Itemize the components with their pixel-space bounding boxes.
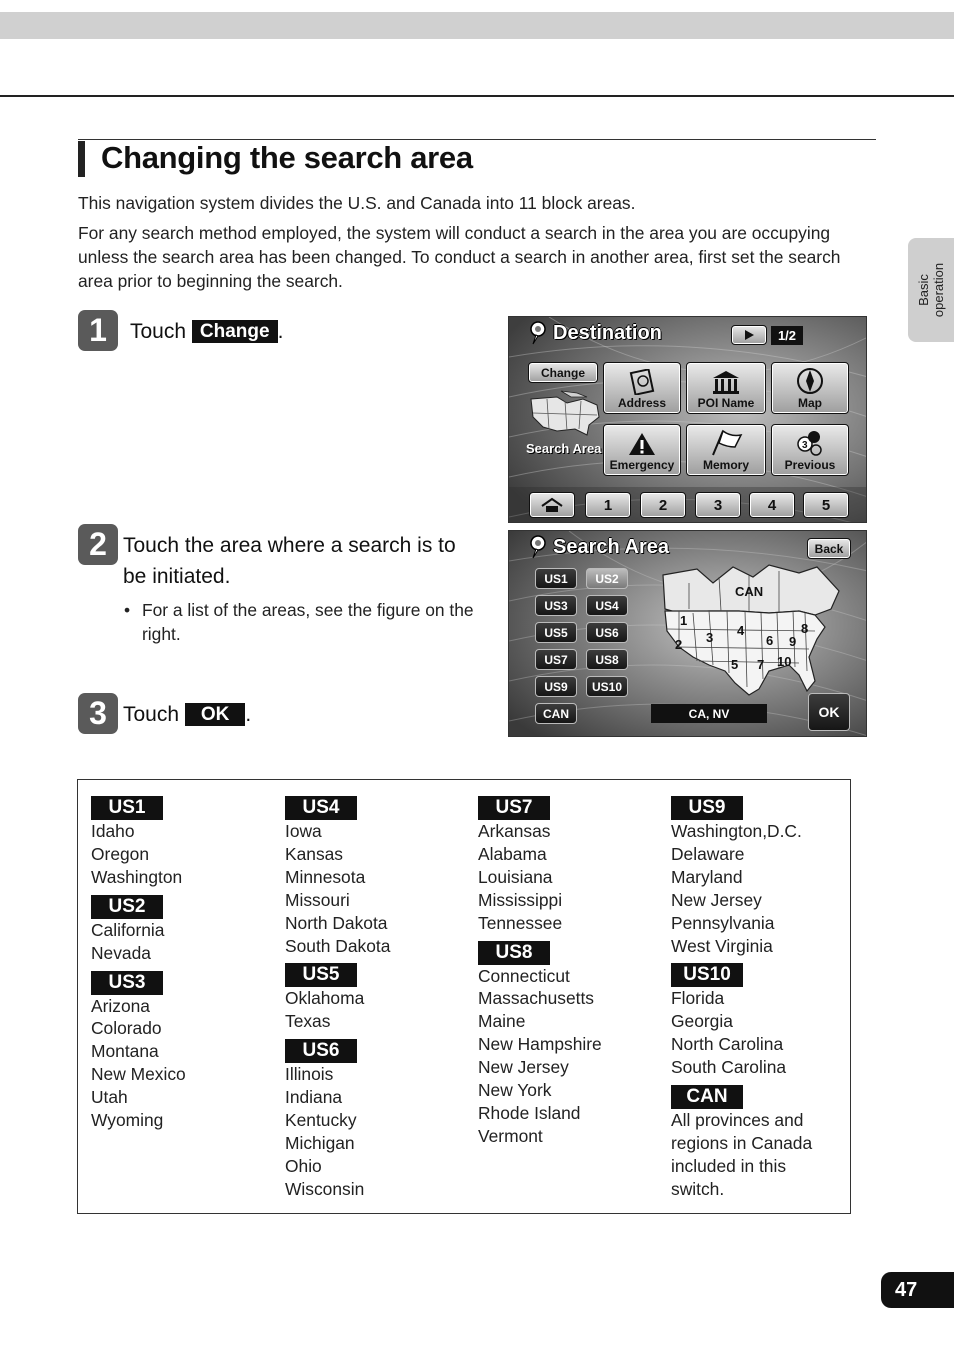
- play-icon: [743, 329, 755, 341]
- map-label-5: 5: [731, 657, 739, 672]
- section-tab-line1: Basic: [916, 274, 931, 306]
- page-number: 47: [881, 1272, 954, 1308]
- state-item: Rhode Island: [478, 1102, 581, 1123]
- state-item: Massachusetts: [478, 988, 594, 1009]
- section-tab: [908, 238, 954, 342]
- state-item: Maryland: [671, 866, 743, 887]
- state-item: Kentucky: [285, 1110, 357, 1131]
- previous-destinations-icon: [794, 429, 826, 457]
- area-button-us3[interactable]: US3: [535, 595, 577, 616]
- next-page-button[interactable]: [731, 325, 767, 345]
- state-item: Kansas: [285, 843, 344, 864]
- memory-label: Memory: [702, 458, 749, 472]
- map-label-2: 2: [675, 637, 683, 652]
- page-indicator: 1/2: [771, 326, 803, 345]
- destination-title-text: Destination: [553, 321, 662, 344]
- state-item: Wisconsin: [285, 1178, 365, 1199]
- area-code-us4: US4: [285, 796, 357, 820]
- state-item: South Carolina: [671, 1057, 787, 1078]
- state-item: Pennsylvania: [671, 912, 775, 933]
- current-region: CA, NV: [651, 704, 767, 723]
- state-item: North Carolina: [671, 1034, 784, 1055]
- map-label-3: 3: [706, 630, 714, 645]
- poi-name-button[interactable]: [686, 362, 766, 414]
- destination-screen: [508, 316, 867, 523]
- map-label-can: CAN: [735, 584, 764, 599]
- flag-icon: [709, 429, 743, 457]
- state-item: Idaho: [91, 821, 135, 841]
- home-icon: [540, 497, 564, 513]
- memory-button[interactable]: [686, 424, 766, 476]
- map-label-4: 4: [737, 623, 745, 638]
- intro-paragraph-2: For any search method employed, the system will conduct a search in the area you are occupying unless the search area has been changed. To conduct a search in another area, first set the search area prior to beginning the search.: [78, 223, 841, 291]
- step-1-suffix: .: [277, 320, 284, 343]
- address-button[interactable]: [603, 362, 681, 414]
- area-code-us9: US9: [671, 796, 743, 820]
- preset-5-button[interactable]: 5: [803, 492, 849, 518]
- area-code-us6: US6: [285, 1039, 357, 1063]
- state-item: Washington,D.C.: [671, 821, 802, 841]
- search-area-title-text: Search Area: [553, 535, 669, 558]
- area-code-us1: US1: [91, 796, 163, 820]
- emergency-button[interactable]: [603, 424, 681, 476]
- state-item: Texas: [285, 1011, 331, 1032]
- compass-icon: [796, 367, 824, 395]
- state-item: Wyoming: [91, 1110, 164, 1131]
- step-3-key: OK: [185, 703, 246, 726]
- search-area-title: [529, 535, 669, 559]
- state-item: Oklahoma: [285, 988, 365, 1009]
- area-code-us5: US5: [285, 963, 357, 987]
- step-3-prefix: Touch: [123, 703, 180, 726]
- map-label-8: 8: [801, 621, 809, 636]
- map-label: Map: [798, 396, 822, 410]
- area-column-2: [285, 796, 390, 1201]
- area-button-can[interactable]: CAN: [535, 703, 577, 724]
- state-item: Ohio: [285, 1155, 322, 1176]
- map-label-1: 1: [680, 613, 688, 628]
- map-button[interactable]: [771, 362, 849, 414]
- state-item: regions in Canada: [671, 1132, 813, 1153]
- step-1-prefix: Touch: [130, 320, 187, 343]
- pin-icon: [529, 321, 547, 345]
- search-area-label: Search Area: [526, 441, 602, 456]
- header-band: [0, 12, 954, 39]
- warning-icon: [627, 431, 657, 457]
- state-item: Iowa: [285, 821, 322, 841]
- state-item: California: [91, 919, 165, 940]
- state-item: Montana: [91, 1041, 159, 1062]
- state-item: New York: [478, 1080, 552, 1101]
- state-item: Utah: [91, 1087, 128, 1108]
- state-item: Alabama: [478, 843, 547, 864]
- search-area-screen: [508, 530, 867, 737]
- state-item: New Hampshire: [478, 1034, 602, 1055]
- state-item: South Dakota: [285, 935, 391, 956]
- step-1-key: Change: [192, 320, 278, 343]
- area-button-us4[interactable]: US4: [586, 595, 628, 616]
- svg-text:3: 3: [802, 440, 808, 451]
- area-code-us8: US8: [478, 941, 550, 965]
- state-item: Mississippi: [478, 889, 563, 910]
- ok-button[interactable]: OK: [808, 693, 850, 731]
- poi-name-label: POI Name: [697, 396, 755, 410]
- area-code-us2: US2: [91, 895, 163, 919]
- area-map: [649, 561, 854, 701]
- area-column-3: [478, 796, 602, 1148]
- state-item: New Jersey: [671, 889, 762, 910]
- area-code-us7: US7: [478, 796, 550, 820]
- back-button[interactable]: Back: [807, 538, 851, 559]
- state-item: Indiana: [285, 1087, 343, 1108]
- state-item: Nevada: [91, 942, 151, 963]
- state-item: New Jersey: [478, 1057, 569, 1078]
- area-button-us9[interactable]: US9: [535, 676, 577, 697]
- state-item: All provinces and: [671, 1110, 804, 1131]
- map-label-10: 10: [777, 654, 792, 669]
- state-item: New Mexico: [91, 1064, 186, 1085]
- step-3-instruction: [123, 699, 251, 730]
- us-map-icon: [527, 389, 603, 439]
- area-button-us8[interactable]: US8: [586, 649, 628, 670]
- change-button[interactable]: Change: [528, 362, 598, 383]
- emergency-label: Emergency: [609, 458, 675, 472]
- area-code-us10: US10: [671, 963, 743, 987]
- area-button-us5[interactable]: US5: [535, 622, 577, 643]
- area-code-can: CAN: [671, 1085, 743, 1109]
- state-item: Florida: [671, 988, 725, 1009]
- destination-title: [529, 321, 662, 345]
- address-label: Address: [617, 396, 667, 410]
- area-button-us10[interactable]: US10: [586, 676, 628, 697]
- state-item: Maine: [478, 1011, 526, 1032]
- page-title: Changing the search area: [101, 140, 473, 175]
- step-3-suffix: .: [245, 703, 252, 726]
- state-item: Tennessee: [478, 912, 563, 933]
- preset-1-button[interactable]: 1: [585, 492, 631, 518]
- area-column-1: [91, 796, 186, 1132]
- map-label-7: 7: [757, 657, 765, 672]
- preset-3-button[interactable]: 3: [695, 492, 741, 518]
- previous-label: Previous: [784, 458, 836, 472]
- state-item: West Virginia: [671, 935, 773, 956]
- state-item: Illinois: [285, 1064, 334, 1085]
- step-2-instruction: Touch the area where a search is to be initiated.: [123, 534, 456, 588]
- state-item: Louisiana: [478, 866, 553, 887]
- section-tab-line2: operation: [931, 262, 946, 318]
- state-item: Arizona: [91, 995, 150, 1016]
- map-label-9: 9: [789, 634, 797, 649]
- state-item: Missouri: [285, 889, 350, 910]
- state-item: Delaware: [671, 843, 745, 864]
- state-item: Vermont: [478, 1125, 543, 1146]
- building-icon: [710, 369, 742, 395]
- step-2-note: • For a list of the areas, see the figure on the right.: [124, 598, 484, 646]
- state-item: Connecticut: [478, 965, 570, 986]
- state-item: Georgia: [671, 1011, 733, 1032]
- step-3-number: 3: [78, 693, 118, 734]
- area-code-us3: US3: [91, 971, 163, 995]
- area-button-us1[interactable]: US1: [535, 568, 577, 589]
- area-column-4: [671, 796, 812, 1201]
- area-button-us2[interactable]: US2: [586, 568, 628, 589]
- state-item: included in this: [671, 1155, 787, 1176]
- state-item: Arkansas: [478, 821, 551, 841]
- state-item: switch.: [671, 1178, 725, 1199]
- state-item: Minnesota: [285, 866, 366, 887]
- pin-icon: [529, 535, 547, 559]
- step-2-number: 2: [78, 524, 118, 565]
- address-book-icon: [627, 369, 657, 395]
- state-item: North Dakota: [285, 912, 388, 933]
- title-marker: [78, 141, 85, 177]
- step-1-instruction: [130, 316, 283, 347]
- preset-2-button[interactable]: 2: [640, 492, 686, 518]
- state-item: Oregon: [91, 843, 150, 864]
- intro-paragraph-1: This navigation system divides the U.S. and Canada into 11 block areas.: [78, 193, 636, 213]
- area-button-us6[interactable]: US6: [586, 622, 628, 643]
- step-1-number: 1: [78, 310, 118, 351]
- area-button-us7[interactable]: US7: [535, 649, 577, 670]
- previous-button[interactable]: [771, 424, 849, 476]
- state-item: Michigan: [285, 1132, 355, 1153]
- header-rule: [0, 95, 954, 97]
- home-button[interactable]: [529, 492, 575, 518]
- map-label-6: 6: [766, 633, 774, 648]
- preset-4-button[interactable]: 4: [749, 492, 795, 518]
- state-item: Washington: [91, 866, 183, 887]
- state-item: Colorado: [91, 1018, 162, 1039]
